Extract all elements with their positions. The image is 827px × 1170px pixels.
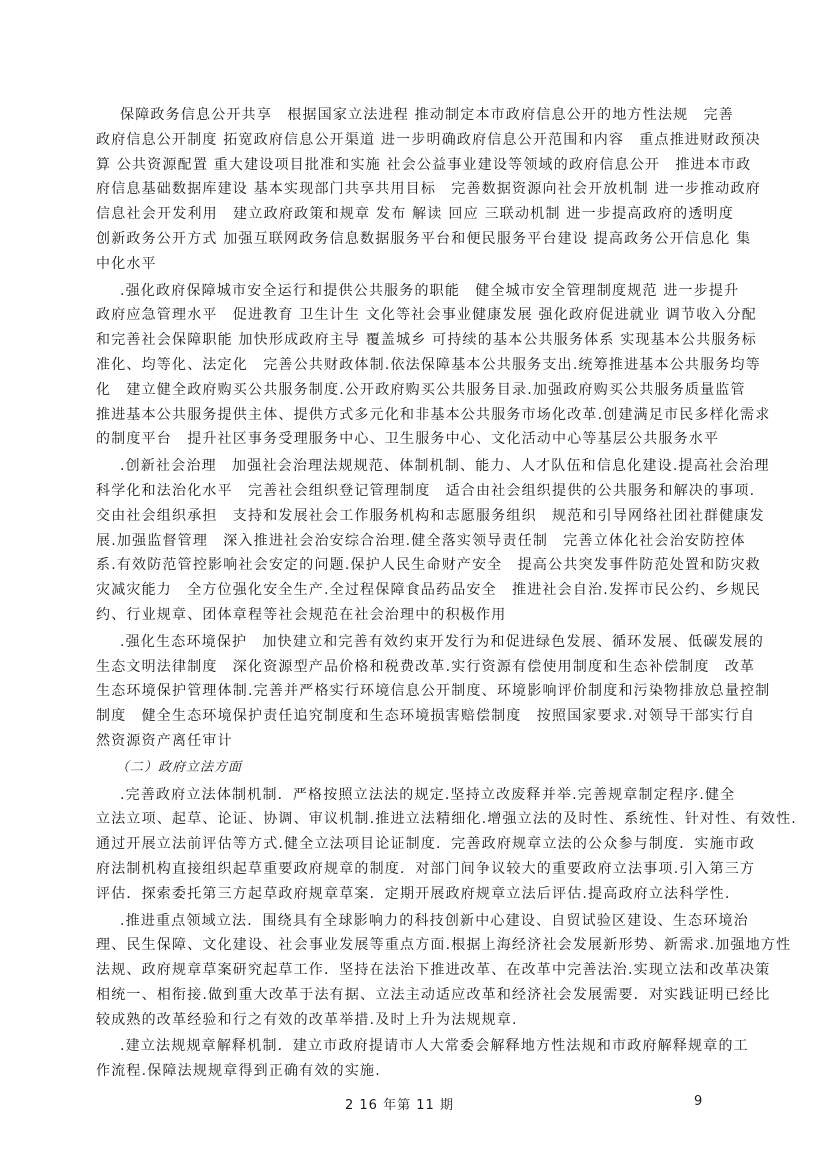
text-line: 然资源资产离任审计 — [96, 732, 233, 749]
text-line: 科学化和法治化水平 完善社会组织登记管理制度 适合由社会组织提供的公共服务和解决的事项. — [96, 482, 756, 499]
paragraph — [96, 630, 771, 754]
paragraph — [96, 783, 797, 907]
text-line: 理、民生保障、文化建设、社会事业发展等重点方面.根据上海经济社会发展新形势、新需求.加强地方性 — [96, 937, 792, 954]
text-line: 交由社会组织承担 支持和发展社会工作服务机构和志愿服务组织 规范和引导网络社团社群健康发 — [96, 507, 765, 524]
paragraph — [96, 909, 792, 1033]
text-line: 立法立项、起草、论证、协调、审议机制.推进立法精细化.增强立法的及时性、系统性、针对性、有效性. — [96, 811, 797, 828]
text-line: 展.加强监督管理 深入推进社会治安综合治理.健全落实领导责任制 完善立体化社会治安防控体 — [96, 532, 746, 549]
page-footer — [0, 1094, 827, 1114]
text-line: 系.有效防范管控影响社会安定的问题.保护人民生命财产安全 提高公共突发事件防范处置和防灾救 — [96, 557, 761, 574]
text-line: 较成熟的改革经验和行之有效的改革举措.及时上升为法规规章. — [96, 1011, 518, 1028]
paragraph — [96, 279, 771, 453]
text-line: 中化水平 — [96, 255, 157, 272]
text-line: 约、行业规章、团体章程等社会规范在社会治理中的积极作用 — [96, 606, 507, 623]
text-line: 保障政务信息公开共享 根据国家立法进程 推动制定本市政府信息公开的地方性法规 完善 — [120, 107, 734, 123]
paragraph — [96, 1034, 749, 1084]
text-line: 灾减灾能力 全方位强化安全生产.全过程保障食品药品安全 推进社会自治.发挥市民公约、乡规民 — [96, 582, 761, 599]
text-line: 府信息基础数据库建设 基本实现部门共享共用目标 完善数据资源向社会开放机制 进一步推动政府 — [96, 181, 761, 198]
text-line: 的制度平台 提升社区事务受理服务中心、卫生服务中心、文化活动中心等基层公共服务水平 — [96, 431, 720, 448]
text-line: 制度 健全生态环境保护责任追究制度和生态环境损害赔偿制度 按照国家要求.对领导干部实行自 — [96, 708, 756, 725]
text-line: 信息社会开发利用 建立政府政策和规章 发布 解读 回应 三联动机制 进一步提高政府的透明度 — [96, 206, 734, 223]
text-line: 创新政务公开方式 加强互联网政务信息数据服务平台和便民服务平台建设 提高政务公开信息化 集 — [96, 230, 752, 247]
text-line: 作流程.保障法规规章得到正确有效的实施. — [96, 1063, 381, 1080]
text-line: .强化生态环境保护 加快建立和完善有效约束开发行为和促进绿色发展、循环发展、低碳发展的 — [120, 633, 765, 650]
text-line: 法规、政府规章草案研究起草工作．坚持在法治下推进改革、在改革中完善法治.实现立法和改革决策 — [96, 962, 771, 979]
text-line: 化 建立健全政府购买公共服务制度.公开政府购买公共服务目录.加强政府购买公共服务质量监管 — [96, 381, 746, 398]
page-number: 9 — [694, 1094, 703, 1109]
section-one-paragraphs — [96, 103, 771, 754]
text-line: 生态文明法律制度 深化资源型产品价格和税费改革.实行资源有偿使用制度和生态补偿制度 改革 — [96, 658, 756, 675]
text-line: .创新社会治理 加强社会治理法规规范、体制机制、能力、人才队伍和信息化建设.提高社会治理 — [120, 458, 770, 475]
text-line: 通过开展立法前评估等方式.健全立法项目论证制度．完善政府规章立法的公众参与制度．实施市政 — [96, 836, 756, 853]
text-line: 府法制机构直接组织起草重要政府规章的制度．对部门间争议较大的重要政府立法事项.引入第三方 — [96, 860, 756, 877]
issue-label: 2 16 年第 11 期 — [345, 1098, 454, 1113]
section-two-paragraphs — [96, 783, 797, 1085]
text-line: .推进重点领域立法．围绕具有全球影响力的科技创新中心建设、自贸试验区建设、生态环境治 — [120, 912, 749, 929]
text-line: 生态环境保护管理体制.完善并严格实行环境信息公开制度、环境影响评价制度和污染物排放总量控制 — [96, 683, 771, 700]
text-line: 准化、均等化、法定化 完善公共财政体制.依法保障基本公共服务支出.统筹推进基本公共服务均等 — [96, 356, 761, 373]
text-line: 推进基本公共服务提供主体、提供方式多元化和非基本公共服务市场化改革.创建满足市民多样化需求 — [96, 406, 771, 423]
paragraph — [96, 103, 761, 277]
text-line: 相统一、相衔接.做到重大改革于法有据、立法主动适应改革和经济社会发展需要．对实践证明已经比 — [96, 986, 771, 1003]
section-heading: （二）政府立法方面 — [116, 759, 243, 775]
document-body — [96, 103, 797, 1086]
text-line: 政府信息公开制度 拓宽政府信息公开渠道 进一步明确政府信息公开范围和内容 重点推进财政预决 — [96, 131, 761, 148]
text-line: 评估．探索委托第三方起草政府规章草案．定期开展政府规章立法后评估.提高政府立法科学性. — [96, 885, 731, 902]
text-line: .建立法规规章解释机制．建立市政府提请市人大常委会解释地方性法规和市政府解释规章的工 — [120, 1038, 749, 1055]
text-line: 政府应急管理水平 促进教育 卫生计生 文化等社会事业健康发展 强化政府促进就业 调节收入分配 — [96, 307, 757, 324]
text-line: .强化政府保障城市安全运行和提供公共服务的职能 健全城市安全管理制度规范 进一步提升 — [120, 282, 740, 299]
text-line: .完善政府立法体制机制．严格按照立法法的规定.坚持立改废释并举.完善规章制定程序.健全 — [120, 786, 736, 803]
paragraph — [96, 454, 770, 628]
text-line: 算 公共资源配置 重大建设项目批准和实施 社会公益事业建设等领域的政府信息公开 推进本市政 — [96, 156, 752, 173]
text-line: 和完善社会保障职能 加快形成政府主导 覆盖城乡 可持续的基本公共服务体系 实现基本公共服务标 — [96, 332, 757, 349]
